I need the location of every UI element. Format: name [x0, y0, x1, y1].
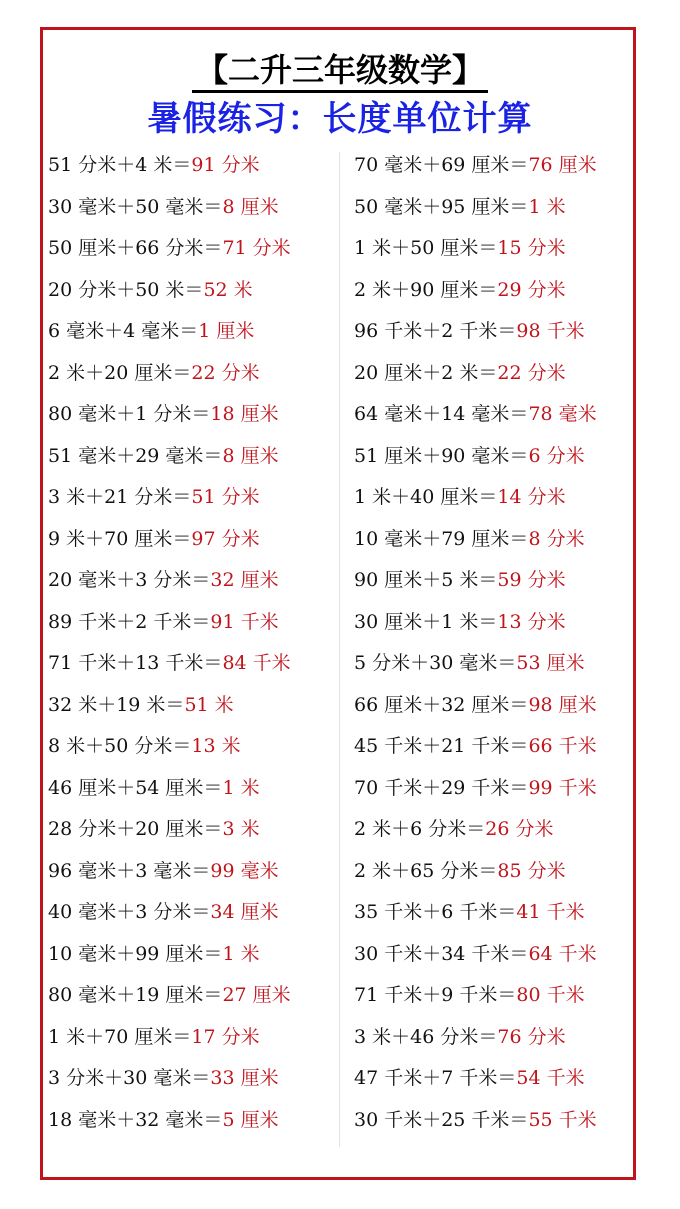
exercise-answer: 17 分米 — [191, 1025, 260, 1048]
exercise-question: 51 厘米＋90 毫米＝ — [354, 444, 529, 467]
exercise-row — [354, 145, 597, 187]
exercise-row — [354, 892, 597, 934]
exercise-row — [354, 353, 597, 395]
exercise-question: 71 千米＋9 千米＝ — [354, 984, 517, 1006]
exercise-question: 20 厘米＋2 米＝ — [354, 361, 498, 384]
exercise-answer: 76 厘米 — [528, 154, 597, 176]
exercise-row — [354, 187, 597, 229]
exercise-row — [354, 602, 597, 644]
exercise-question: 35 千米＋6 千米＝ — [354, 901, 517, 923]
exercise-answer: 41 千米 — [516, 901, 585, 923]
exercise-row — [354, 768, 597, 810]
exercise-answer: 18 厘米 — [210, 403, 279, 425]
exercise-row — [48, 975, 291, 1017]
exercise-answer: 76 分米 — [497, 1025, 566, 1048]
exercise-question: 3 米＋46 分米＝ — [354, 1025, 498, 1048]
exercise-question: 20 分米＋50 米＝ — [48, 278, 204, 301]
exercise-answer: 99 毫米 — [210, 859, 279, 882]
exercise-question: 1 米＋50 厘米＝ — [354, 237, 498, 259]
exercise-question: 71 千米＋13 千米＝ — [48, 652, 223, 674]
exercise-answer: 66 千米 — [528, 735, 597, 757]
exercise-answer: 8 厘米 — [222, 195, 279, 218]
exercise-row — [354, 477, 597, 519]
exercise-row — [354, 643, 597, 685]
exercise-row — [48, 726, 291, 768]
exercise-row — [354, 560, 597, 602]
exercise-row — [354, 436, 597, 478]
exercise-question: 1 米＋40 厘米＝ — [354, 486, 498, 508]
exercise-answer: 29 分米 — [497, 278, 566, 301]
exercise-answer: 85 分米 — [497, 859, 566, 882]
exercise-question: 8 米＋50 分米＝ — [48, 735, 192, 757]
exercise-question: 50 厘米＋66 分米＝ — [48, 237, 223, 259]
exercise-question: 64 毫米＋14 毫米＝ — [354, 403, 529, 425]
exercise-question: 30 千米＋25 千米＝ — [354, 1108, 529, 1131]
exercise-row — [48, 560, 291, 602]
exercise-question: 3 米＋21 分米＝ — [48, 486, 192, 508]
exercise-answer: 32 厘米 — [210, 569, 279, 591]
exercise-answer: 13 分米 — [497, 610, 566, 633]
exercise-row — [48, 145, 291, 187]
exercise-row — [354, 394, 597, 436]
exercise-question: 6 毫米＋4 毫米＝ — [48, 320, 199, 342]
exercise-answer: 59 分米 — [497, 569, 566, 591]
exercise-row — [354, 1100, 597, 1142]
exercise-row — [354, 934, 597, 976]
exercise-answer: 27 厘米 — [222, 984, 291, 1006]
exercise-question: 40 毫米＋3 分米＝ — [48, 901, 211, 923]
exercise-answer: 1 米 — [222, 776, 260, 799]
exercise-row — [48, 477, 291, 519]
exercise-question: 18 毫米＋32 毫米＝ — [48, 1108, 223, 1131]
exercise-row — [48, 851, 291, 893]
exercise-answer: 15 分米 — [497, 237, 566, 259]
exercise-answer: 5 厘米 — [222, 1108, 279, 1131]
exercise-answer: 8 分米 — [528, 527, 585, 550]
exercise-question: 45 千米＋21 千米＝ — [354, 735, 529, 757]
exercise-question: 96 千米＋2 千米＝ — [354, 320, 517, 342]
worksheet-subtitle: 暑假练习：长度单位计算 — [147, 99, 533, 139]
exercise-question: 9 米＋70 厘米＝ — [48, 527, 192, 550]
exercise-row — [48, 1058, 291, 1100]
exercise-row — [48, 353, 291, 395]
exercise-row — [354, 975, 597, 1017]
right-exercise-column — [354, 145, 597, 1141]
exercise-row — [354, 270, 597, 312]
exercise-question: 30 厘米＋1 米＝ — [354, 610, 498, 633]
exercise-answer: 1 厘米 — [198, 320, 255, 342]
exercise-question: 10 毫米＋99 厘米＝ — [48, 942, 223, 965]
exercise-question: 51 毫米＋29 毫米＝ — [48, 444, 223, 467]
column-divider — [339, 152, 340, 1147]
exercise-row — [48, 643, 291, 685]
exercise-question: 1 米＋70 厘米＝ — [48, 1025, 192, 1048]
exercise-answer: 78 毫米 — [528, 403, 597, 425]
exercise-question: 50 毫米＋95 厘米＝ — [354, 195, 529, 218]
exercise-answer: 99 千米 — [528, 776, 597, 799]
exercise-row — [48, 1017, 291, 1059]
exercise-question: 70 毫米＋69 厘米＝ — [354, 154, 529, 176]
exercise-answer: 13 米 — [191, 735, 241, 757]
worksheet-title-text: 【二升三年级数学】 — [192, 51, 488, 93]
exercise-question: 30 千米＋34 千米＝ — [354, 942, 529, 965]
exercise-row — [48, 394, 291, 436]
exercise-answer: 1 米 — [528, 195, 566, 218]
exercise-question: 51 分米＋4 米＝ — [48, 154, 192, 176]
exercise-question: 20 毫米＋3 分米＝ — [48, 569, 211, 591]
exercise-answer: 8 厘米 — [222, 444, 279, 467]
exercise-answer: 84 千米 — [222, 652, 291, 674]
exercise-row — [48, 311, 291, 353]
exercise-row — [354, 1058, 597, 1100]
exercise-answer: 64 千米 — [528, 942, 597, 965]
exercise-row — [354, 809, 597, 851]
exercise-question: 96 毫米＋3 毫米＝ — [48, 859, 211, 882]
exercise-answer: 33 厘米 — [210, 1067, 279, 1089]
exercise-answer: 14 分米 — [497, 486, 566, 508]
exercise-answer: 6 分米 — [528, 444, 585, 467]
exercise-answer: 80 千米 — [516, 984, 585, 1006]
exercise-answer: 52 米 — [203, 278, 253, 301]
exercise-answer: 71 分米 — [222, 237, 291, 259]
exercise-answer: 98 千米 — [516, 320, 585, 342]
exercise-row — [48, 602, 291, 644]
exercise-answer: 91 千米 — [210, 610, 279, 633]
exercise-question: 2 米＋6 分米＝ — [354, 818, 486, 840]
exercise-row — [354, 1017, 597, 1059]
exercise-question: 2 米＋65 分米＝ — [354, 859, 498, 882]
exercise-answer: 22 分米 — [191, 361, 260, 384]
exercise-question: 70 千米＋29 千米＝ — [354, 776, 529, 799]
exercise-row — [48, 1100, 291, 1142]
exercise-answer: 97 分米 — [191, 527, 260, 550]
exercise-answer: 91 分米 — [191, 154, 260, 176]
exercise-row — [48, 187, 291, 229]
exercise-row — [354, 685, 597, 727]
exercise-answer: 1 米 — [222, 942, 260, 965]
exercise-question: 5 分米＋30 毫米＝ — [354, 652, 517, 674]
exercise-row — [354, 851, 597, 893]
exercise-row — [48, 892, 291, 934]
exercise-row — [48, 436, 291, 478]
left-exercise-column — [48, 145, 291, 1141]
exercise-question: 30 毫米＋50 毫米＝ — [48, 195, 223, 218]
exercise-row — [354, 228, 597, 270]
exercise-question: 32 米＋19 米＝ — [48, 693, 185, 716]
worksheet-title — [0, 50, 680, 90]
exercise-answer: 55 千米 — [528, 1108, 597, 1131]
exercise-question: 28 分米＋20 厘米＝ — [48, 818, 223, 840]
exercise-answer: 54 千米 — [516, 1067, 585, 1089]
exercise-question: 89 千米＋2 千米＝ — [48, 610, 211, 633]
exercise-answer: 34 厘米 — [210, 901, 279, 923]
exercise-answer: 98 厘米 — [528, 693, 597, 716]
exercise-question: 46 厘米＋54 厘米＝ — [48, 776, 223, 799]
exercise-row — [48, 519, 291, 561]
exercise-row — [354, 726, 597, 768]
exercise-row — [48, 934, 291, 976]
exercise-row — [354, 311, 597, 353]
exercise-row — [48, 228, 291, 270]
exercise-question: 80 毫米＋1 分米＝ — [48, 403, 211, 425]
exercise-answer: 22 分米 — [497, 361, 566, 384]
exercise-answer: 51 分米 — [191, 486, 260, 508]
exercise-question: 3 分米＋30 毫米＝ — [48, 1067, 211, 1089]
exercise-row — [48, 270, 291, 312]
exercise-row — [48, 685, 291, 727]
exercise-answer: 51 米 — [184, 693, 234, 716]
exercise-question: 66 厘米＋32 厘米＝ — [354, 693, 529, 716]
exercise-question: 90 厘米＋5 米＝ — [354, 569, 498, 591]
exercise-question: 2 米＋90 厘米＝ — [354, 278, 498, 301]
exercise-row — [354, 519, 597, 561]
exercise-question: 2 米＋20 厘米＝ — [48, 361, 192, 384]
exercise-question: 47 千米＋7 千米＝ — [354, 1067, 517, 1089]
exercise-row — [48, 768, 291, 810]
exercise-answer: 26 分米 — [485, 818, 554, 840]
exercise-question: 80 毫米＋19 厘米＝ — [48, 984, 223, 1006]
exercise-question: 10 毫米＋79 厘米＝ — [354, 527, 529, 550]
exercise-row — [48, 809, 291, 851]
exercise-answer: 53 厘米 — [516, 652, 585, 674]
exercise-answer: 3 米 — [222, 818, 260, 840]
